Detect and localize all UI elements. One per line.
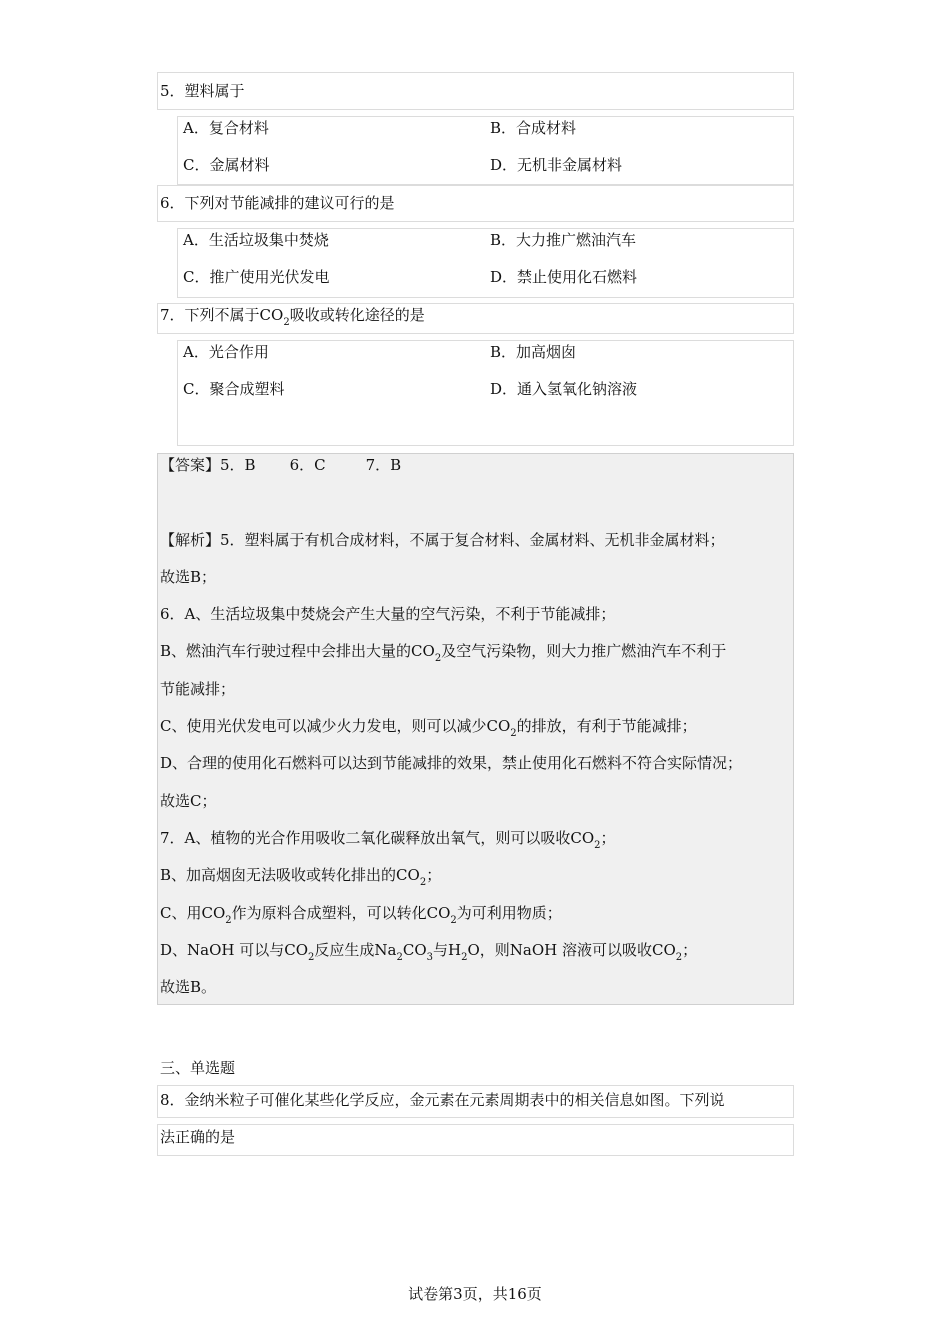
analysis-text-6a: C、使用光伏发电可以减少火力发电，则可以减少CO xyxy=(160,717,511,735)
analysis-text-12d: 与H xyxy=(433,941,462,959)
answer-5: 5．B xyxy=(220,456,256,474)
analysis-line-9 xyxy=(160,828,616,856)
analysis-line-1 xyxy=(160,530,725,550)
analysis-line-12 xyxy=(160,940,697,968)
analysis-text-12b: 反应生成Na xyxy=(314,941,397,959)
q7-option-a: A．光合作用 xyxy=(183,343,269,361)
q5-option-b: B．合成材料 xyxy=(490,119,577,137)
analysis-sub-6: 2 xyxy=(510,728,517,739)
q7-stem xyxy=(160,305,425,333)
q5-stem-box xyxy=(157,72,794,110)
analysis-text-9a: 7．A、植物的光合作用吸收二氧化碳释放出氧气，则可以吸收CO xyxy=(160,829,595,847)
answer-label: 【答案】 xyxy=(160,456,221,474)
analysis-sub-9: 2 xyxy=(594,840,601,851)
analysis-text-10a: B、加高烟囱无法吸收或转化排出的CO xyxy=(160,866,420,884)
answer-7: 7．B xyxy=(365,456,402,474)
q6-option-a: A．生活垃圾集中焚烧 xyxy=(183,231,329,249)
analysis-line-10 xyxy=(160,865,441,893)
analysis-line-5: 节能减排； xyxy=(160,680,236,698)
q6-stem: 6．下列对节能减排的建议可行的是 xyxy=(160,194,395,212)
analysis-sub-4: 2 xyxy=(434,653,442,664)
analysis-sub-11a: 2 xyxy=(225,915,232,926)
q5-stem: 5．塑料属于 xyxy=(160,82,245,100)
analysis-text-1: 5．塑料属于有机合成材料，不属于复合材料、金属材料、无机非金属材料； xyxy=(220,531,725,549)
analysis-text-11b: 作为原料合成塑料，可以转化CO xyxy=(231,904,451,922)
analysis-sub-12d: 2 xyxy=(461,952,468,963)
q7-stem-sub: 2 xyxy=(283,317,290,328)
analysis-line-2: 故选B； xyxy=(160,568,217,586)
analysis-sub-11b: 2 xyxy=(450,915,457,926)
analysis-sub-12b: 2 xyxy=(396,952,403,963)
analysis-line-3: 6．A、生活垃圾集中焚烧会产生大量的空气污染，不利于节能减排； xyxy=(160,605,616,623)
analysis-text-12c: CO xyxy=(402,941,427,959)
answer-6: 6．C xyxy=(289,456,326,474)
q6-option-c: C．推广使用光伏发电 xyxy=(183,268,330,286)
analysis-sub-12e: 2 xyxy=(675,952,683,963)
analysis-line-8: 故选C； xyxy=(160,792,217,810)
analysis-line-13: 故选B。 xyxy=(160,978,217,996)
analysis-label: 【解析】 xyxy=(160,531,221,549)
q8-line-2: 法正确的是 xyxy=(160,1128,236,1146)
q7-stem-pre: 7．下列不属于CO xyxy=(160,306,284,324)
answer-line xyxy=(160,455,401,475)
analysis-sub-10: 2 xyxy=(419,877,427,888)
analysis-text-9b: ； xyxy=(600,829,616,847)
analysis-line-11 xyxy=(160,903,562,931)
analysis-sub-12c: 3 xyxy=(426,952,433,963)
analysis-text-11c: 为可利用物质； xyxy=(456,904,562,922)
analysis-text-6b: 的排放，有利于节能减排； xyxy=(516,717,697,735)
analysis-line-6 xyxy=(160,716,697,744)
q6-option-b: B．大力推广燃油汽车 xyxy=(490,231,637,249)
q7-option-b: B．加高烟囱 xyxy=(490,343,577,361)
q8-line-1: 8．金纳米粒子可催化某些化学反应，金元素在元素周期表中的相关信息如图。下列说 xyxy=(160,1091,725,1109)
q8-line2-box xyxy=(157,1124,794,1156)
analysis-text-10b: ； xyxy=(426,866,442,884)
analysis-text-12a: D、NaOH 可以与CO xyxy=(160,941,309,959)
q5-option-d: D．无机非金属材料 xyxy=(490,156,623,174)
analysis-text-11a: C、用CO xyxy=(160,904,226,922)
q5-option-c: C．金属材料 xyxy=(183,156,270,174)
q7-option-d: D．通入氢氧化钠溶液 xyxy=(490,380,638,398)
analysis-text-12f: ； xyxy=(682,941,698,959)
analysis-sub-12a: 2 xyxy=(308,952,315,963)
q6-option-d: D．禁止使用化石燃料 xyxy=(490,268,638,286)
analysis-line-7: D、合理的使用化石燃料可以达到节能减排的效果，禁止使用化石燃料不符合实际情况； xyxy=(160,754,743,772)
analysis-line-4 xyxy=(160,641,726,669)
analysis-text-4a: B、燃油汽车行驶过程中会排出大量的CO xyxy=(160,642,435,660)
analysis-text-4b: 及空气污染物，则大力推广燃油汽车不利于 xyxy=(441,642,727,660)
section-title: 三、单选题 xyxy=(160,1059,236,1077)
q5-option-a: A．复合材料 xyxy=(183,119,269,137)
q5-options-box xyxy=(177,116,794,185)
q7-stem-post: 吸收或转化途径的是 xyxy=(289,306,425,324)
q7-option-c: C．聚合成塑料 xyxy=(183,380,285,398)
page-footer: 试卷第3页，共16页 xyxy=(408,1285,542,1303)
analysis-text-12e: O，则NaOH 溶液可以吸收CO xyxy=(467,941,676,959)
